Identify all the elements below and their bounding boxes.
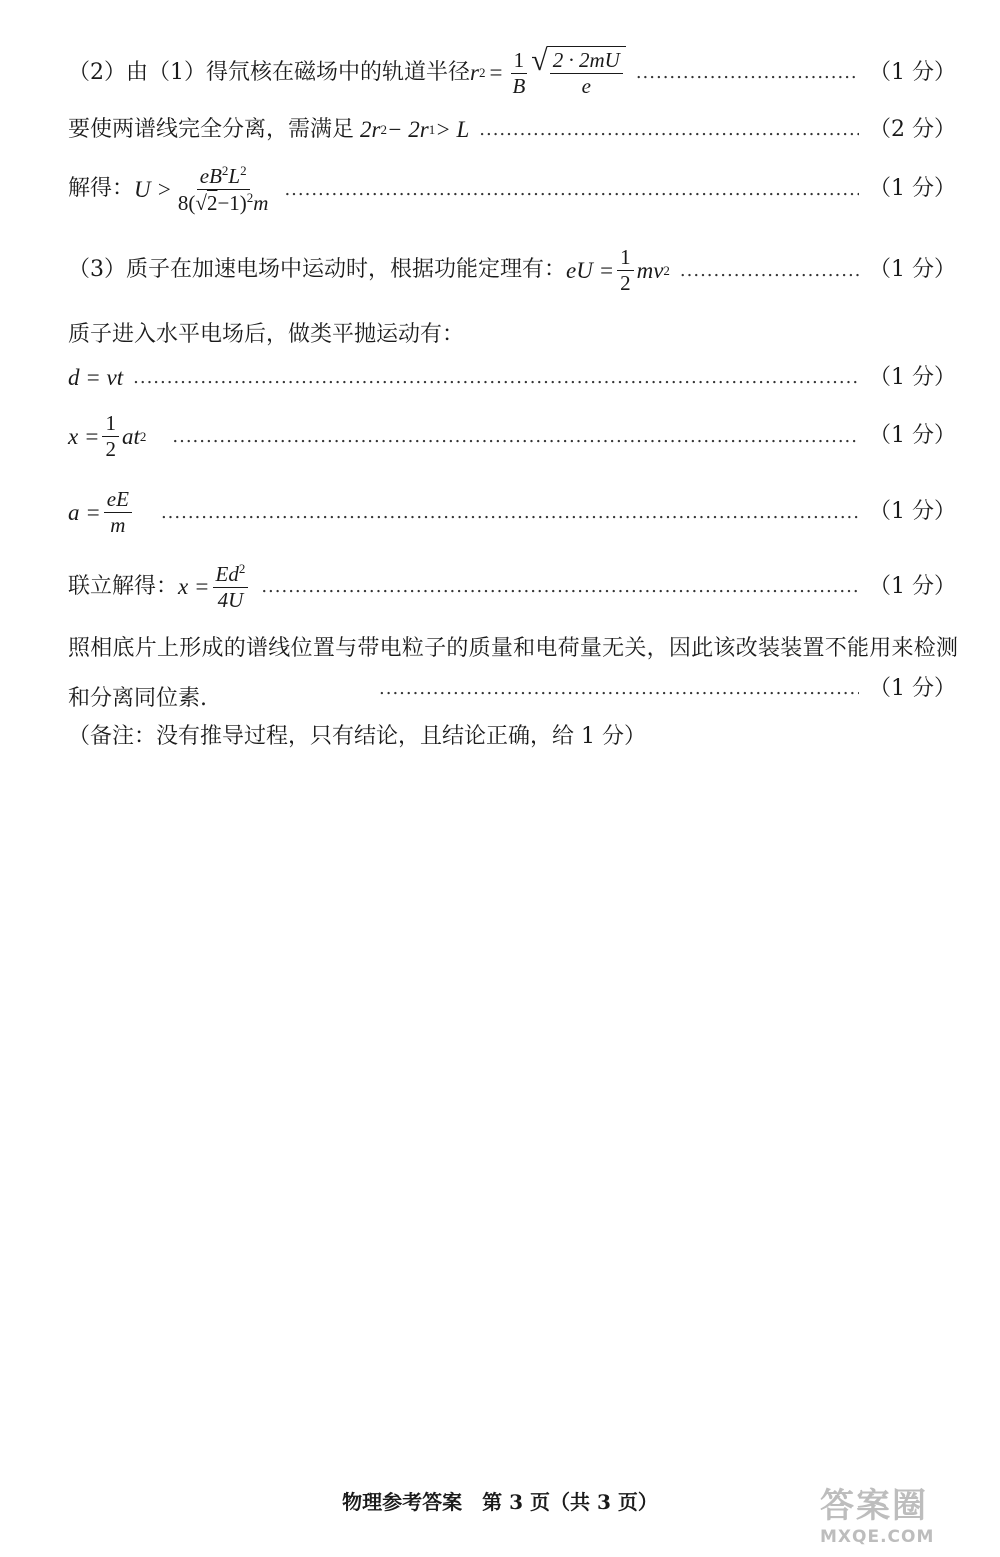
fraction: $\frac{1}{B}$ [512, 47, 526, 98]
score-label: （1 分） [869, 364, 956, 390]
leader-dots [161, 502, 859, 524]
line-projectile-intro [68, 322, 956, 348]
fraction: $\frac{1}{2}$ [102, 412, 119, 461]
line-text: （2）由（1）得氘核在磁场中的轨道半径 [68, 59, 470, 85]
sqrt-sign: √ $\frac{2 \cdot 2mU}{e}$ [531, 46, 626, 100]
fraction: $\frac{eE}{m}$ [104, 488, 132, 537]
leader-dots [284, 179, 859, 201]
formula-u: U > $\frac{eB^2L^2}{8(√2-1)^2m}$ [134, 164, 274, 215]
line-text: （3）质子在加速电场中运动时，根据功能定理有： [68, 257, 566, 283]
line-text: 联立解得： [68, 573, 179, 599]
line-text: 要使两谱线完全分离，需满足 [68, 116, 355, 142]
line-3-energy [68, 246, 956, 295]
score-label: （2 分） [869, 116, 956, 142]
line-solve-u [68, 164, 956, 215]
line-2-radius [68, 46, 956, 100]
leader-dots [261, 576, 859, 598]
fraction: $\frac{eB^2L^2}{8(√2-1)^2m}$ [177, 163, 269, 216]
score-label: （1 分） [869, 676, 956, 701]
formula-energy: eU = $\frac{1}{2}$ mv 2 [566, 245, 670, 296]
watermark-small: MXQE.COM [820, 1527, 935, 1547]
fraction: $\frac{1}{2}$ [617, 246, 634, 295]
page-footer: 物理参考答案 第 3 页（共 3 页） [342, 1490, 658, 1514]
line-text: 质子进入水平电场后，做类平抛运动有： [68, 322, 465, 347]
score-label: （1 分） [869, 257, 956, 283]
conclusion-paragraph [68, 624, 958, 724]
line-x-at2 [68, 412, 956, 461]
score-label: （1 分） [869, 499, 956, 525]
line-separation-condition [68, 116, 956, 144]
conclusion-text: 照相底片上形成的谱线位置与带电粒子的质量和电荷量无关，因此该改装装置不能用来检测和分离同位素. [68, 636, 958, 711]
leader-dots [379, 678, 859, 700]
formula-radius: r 2 = $\frac{1}{B}$ √ $\frac{2 \cdot 2mU}{e}$ [470, 46, 626, 100]
fraction: $\frac{Ed^2}{4U}$ [213, 562, 249, 612]
line-text: 解得： [68, 176, 135, 202]
line-d-vt [68, 364, 956, 392]
formula-d: d = vt [68, 365, 124, 390]
leader-dots [479, 119, 859, 141]
leader-dots [636, 62, 859, 84]
note-line [68, 724, 956, 750]
formula-x-result: x = $\frac{Ed^2}{4U}$ [178, 562, 251, 612]
formula-a: a = $\frac{eE}{m}$ [68, 488, 135, 537]
conclusion-score-line [68, 676, 956, 702]
score-label: （1 分） [869, 573, 956, 599]
watermark-logo [820, 1478, 970, 1548]
leader-dots [133, 367, 859, 389]
note-text: （备注：没有推导过程，只有结论，且结论正确，给 1 分） [68, 724, 646, 749]
watermark-big: 答案圈 [820, 1486, 928, 1526]
line-combined [68, 562, 956, 612]
line-a-ee-m [68, 488, 956, 537]
score-label: （1 分） [869, 59, 956, 85]
formula-condition: 2r 2 − 2r 1 > L [360, 117, 470, 142]
score-label: （1 分） [869, 176, 956, 202]
leader-dots [172, 426, 859, 448]
leader-dots [680, 260, 859, 282]
score-label: （1 分） [869, 423, 956, 449]
formula-x: x = $\frac{1}{2}$ at 2 [68, 411, 147, 462]
